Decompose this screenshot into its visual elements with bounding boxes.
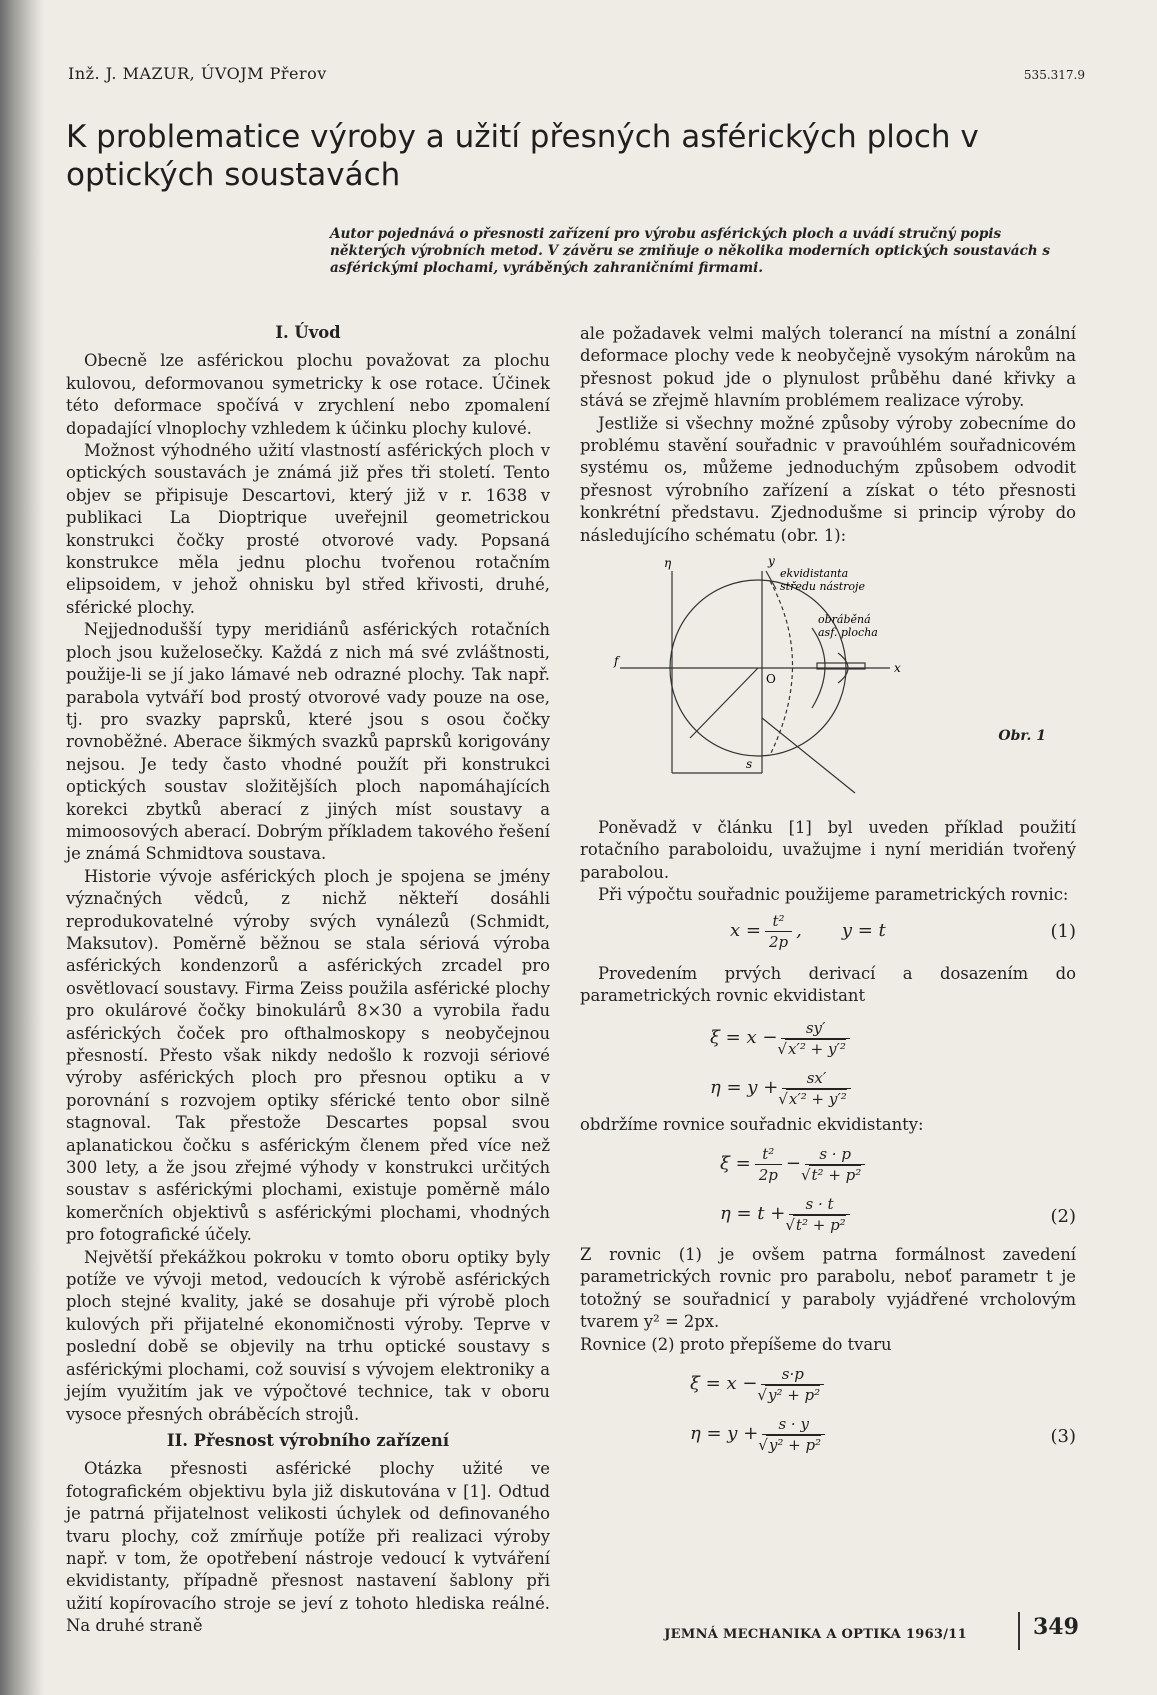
abstract: Autor pojednává o přesnosti zařízení pro výrobu asférických ploch a uvádí stručný popis některých výrobních metod. V závěru se zmiňuje o několika moderních optických soustavách s asférickými plochami, vyráběných zahraničními firmami. [330,226,1051,276]
eq2-number: (2) [1050,1205,1076,1227]
eq3b-den: √ t² + p² [793,1215,845,1234]
eq1-y: y = t [841,919,886,941]
paragraph: Obecně lze asférickou plochu považovat za plochu kulovou, deformovanou symetricky k ose rotace. Účinek této deformace spočívá v zrychlení nebo zpomalení dopadající vlnoplochy vzhledem k účinku plochy kulové. [66,351,550,438]
eq4a-lhs: ξ = x − [690,1373,758,1395]
fig-label-y: y [768,554,775,569]
fig-label-asf: asf. plocha [818,626,878,640]
fig-label-o: O [766,672,776,687]
eq4b-den: √ y² + p² [766,1435,821,1454]
paragraph: Z rovnic (1) je ovšem patrna formálnost zavedení parametrických rovnic pro parabolu, neboť parametr t je totožný se souřadnicí y paraboly vyjádřené vrcholovým tvarem y² = 2px. [580,1244,1076,1332]
equation-4a [580,1356,1076,1408]
book-spine-shadow [0,0,44,1695]
fig-label-x: x [894,661,901,676]
eq4a-num: s·p [781,1364,804,1383]
eq3-number: (3) [1050,1425,1076,1447]
section-heading-1: I. Úvod [275,323,341,342]
section-heading-2: II. Přesnost výrobního zařízení [166,1430,450,1450]
article-title: K problematice výroby a užití přesných asférických ploch v optických soustavách [66,119,979,193]
eq1-comma: , [796,919,802,941]
equation-2b [580,1060,1076,1114]
eq3a-den2: √ t² + p² [809,1165,861,1184]
figure-caption: Obr. 1 [998,728,1046,745]
author-line: Inž. J. MAZUR, ÚVOJM Přerov [68,64,327,83]
paragraph: ale požadavek velmi malých tolerancí na místní a zonální deformace plochy vede k neobyčejně vysokým nárokům na přesnost pokud jde o plynulost průběhu dané křivky a stává se zřejmě hlavním problémem realizace výroby. [580,324,1076,411]
eq1-num: t² [772,911,785,930]
fig-label-obrabena: obráběná [818,613,871,627]
equation-3b [580,1188,1076,1244]
eq1-x: x = [730,919,761,941]
paragraph: Rovnice (2) proto přepíšeme do tvaru [580,1334,892,1354]
paragraph: Největší překážkou pokroku v tomto oboru optiky byly potíže ve vývoji metod, vedoucích k výrobě asférických ploch stejné kvality, jaké se dosahuje při výrobě ploch kulových při přijatelné ekonomičnosti výroby. Teprve v poslední době se objevily na trhu optické soustavy s asférickými plochami, což souvisí s vývojem elektroniky a jejím využitím jak ve výpočtové technice, tak v oboru vysoce přesných obráběcích strojů. [66,1247,550,1424]
page-number: 349 [1033,1614,1079,1640]
paragraph: Otázka přesnosti asférické plochy užité ve fotografickém objektivu byla již diskutována v [1]. Odtud je patrná přijatelnost velikosti úchylek od definovaného tvaru plochy, což zmírňuje potíže při realizaci výroby např. v tom, že opotřebení nástroje vedoucí k vytváření ekvidistanty, případně přesnost nastavení šablony při užití kopírovacího stroje se jeví z tohoto hlediska reálné. Na druhé straně [66,1459,550,1636]
fig-label-s: s [746,757,753,772]
eq4a-den: √ y² + p² [765,1385,820,1404]
paragraph: Jestliže si všechny možné způsoby výroby zobecníme do problému stavění souřadnic v pravoúhlém souřadnicovém systému os, můžeme jednoduchým způsobem odvodit přesnost výrobního zařízení a získat o této přesnosti konkrétní představu. Zjednodušme si princip výroby do následujícího schématu (obr. 1): [580,413,1076,545]
paragraph: Při výpočtu souřadnic použijeme parametrických rovnic: [598,885,1069,905]
eq2b-num: sx′ [806,1068,827,1087]
eq2a-num: sy′ [805,1018,826,1037]
paragraph: Historie vývoje asférických ploch je spojena se jmény význačných vědců, z nichž někteří dosáhli reprodukovatelné výroby svých vynálezů (Schmidt, Maksutov). Poměrně běžnou se stala sériová výroba asférických kondenzorů a asférických zrcadel pro osvětlovací soustavy. Firma Zeiss použila asférické plochy pro okulárové čočky binokulárů 8×30 a vyrobila řadu asférických čoček pro ofthalmoskopy s neobyčejnou přesností. Přesto však nikdy nedošlo k rozvoji sériové výroby asférických ploch pro přesnou optiku a v porovnání s rozvojem optiky sférické tento obor silně stagnoval. Tak přestože Descartes popsal svou aplanatickou čočku s asférickým členem před více než 300 lety, a že jsou zřejmé výhody v konstrukci určitých soustav s asférickými plochami, existuje poměrně málo komerčních objektivů s asférickými plochami, vhodných pro fotografické účely. [66,866,550,1245]
eq3b-lhs: η = t + [720,1203,786,1225]
paragraph: Poněvadž v článku [1] byl uveden příklad použití rotačního paraboloidu, uvažujme i nyní meridián tvořený parabolou. [580,818,1076,882]
fig-label-eta: η [664,556,672,571]
eq3a-lhs: ξ = [720,1153,751,1175]
udc-code: 535.317.9 [1023,68,1085,82]
figure-1 [580,553,1076,803]
eq4b-num: s · y [778,1414,809,1433]
eq3a-num2: s · p [819,1144,851,1163]
fig-label-stredu: středu nástroje [780,580,865,594]
footer-divider [1018,1612,1020,1650]
eq2a-den: √ x′² + y′² [785,1039,845,1058]
equation-3a [580,1136,1076,1188]
eq2b-den: √ x′² + y′² [786,1089,846,1108]
eq3b-num: s · t [805,1194,834,1213]
eq3a-num1: t² [762,1144,775,1163]
eq1-number: (1) [1050,920,1076,942]
eq2b-lhs: η = y + [710,1076,779,1098]
paragraph: obdržíme rovnice souřadnic ekvidistanty: [580,1114,924,1134]
journal-footer: JEMNÁ MECHANIKA A OPTIKA 1963/11 [664,1627,967,1642]
paragraph: Nejjednodušší typy meridiánů asférických rotačních ploch jsou kuželosečky. Každá z nich má své zvláštnosti, použije-li se jí jako lámavé neb odrazné plochy. Tak např. parabola vytváří bod prostý otvorové vady pouze na ose, tj. pro svazky paprsků, které jsou s osou čočky rovnoběžné. Aberace šikmých svazků paprsků korigovány nejsou. Je tedy často vhodné použít při konstrukci optických soustav složitějších ploch napomáhajících korekci zbytků aberací z jiných míst soustavy a mimoosových aberací. Dobrým příkladem takového řešení je známá Schmidtova soustava. [66,620,550,864]
left-column [66,318,550,1638]
equation-2a [580,1008,1076,1060]
paragraph: Provedením prvých derivací a dosazením do parametrických rovnic ekvidistant [580,963,1076,1006]
right-column [580,323,1076,1464]
eq3a-minus: − [785,1153,801,1175]
paragraph: Možnost výhodného užití vlastností asférických ploch v optických soustavách je známá již přes tři století. Tento objev se připisuje Descartovi, který již v r. 1638 v publikaci La Dioptrique uveřejnil geometrickou konstrukci čočky prosté otvorové vady. Popsaná konstrukce měla jednu plochu tvořenou rotačním elipsoidem, v jehož ohnisku byl střed křivosti, druhé, sférické plochy. [66,441,550,617]
eq2a-lhs: ξ = x − [710,1026,778,1048]
fig-label-f: f [614,654,619,669]
figure-diagram [580,553,1076,803]
fig-label-ekvidistanta: ekvidistanta [780,567,849,581]
eq4b-lhs: η = y + [690,1423,759,1445]
eq1-den: 2p [765,931,792,952]
equation-1 [580,907,1076,963]
equation-4b [580,1408,1076,1464]
eq3a-den1: 2p [755,1164,782,1185]
